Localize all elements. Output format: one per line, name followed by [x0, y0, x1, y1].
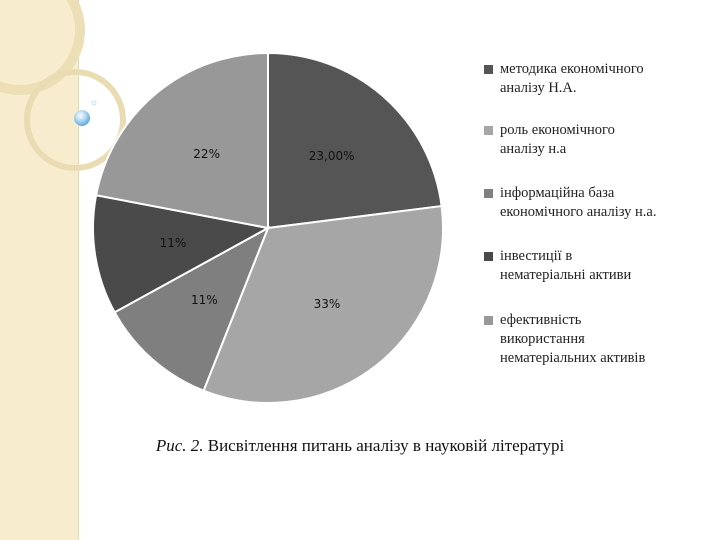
legend-label-line: інформаційна база — [500, 185, 615, 201]
slice-label-2: 11% — [191, 293, 218, 308]
legend-item-0 — [484, 60, 714, 98]
pie-slice-0 — [268, 53, 442, 228]
slice-label-0: 23,00% — [308, 148, 355, 163]
legend-label-line: методика економічного — [500, 61, 644, 77]
caption-prefix: Рис. 2. — [155, 436, 204, 455]
legend-label-line: нематеріальні активи — [500, 267, 632, 283]
slice-label-4: 22% — [193, 146, 220, 161]
legend-swatch — [484, 65, 493, 74]
legend-label-line: аналізу Н.А. — [500, 80, 577, 96]
legend-label-line: аналізу н.а — [500, 141, 567, 157]
legend-swatch — [484, 316, 493, 325]
legend-item-3 — [484, 247, 714, 285]
figure-caption — [0, 436, 720, 456]
legend-label-line: використання — [500, 331, 585, 347]
legend-swatch — [484, 252, 493, 261]
small-bubble-icon — [92, 101, 96, 105]
legend-label-line: роль економічного — [500, 122, 615, 138]
legend-label-line: економічного аналізу н.а. — [500, 204, 657, 220]
legend-swatch — [484, 126, 493, 135]
slice-label-1: 33% — [313, 297, 341, 312]
legend-item-2 — [484, 184, 714, 222]
legend-item-1 — [484, 121, 714, 159]
legend-swatch — [484, 189, 493, 198]
legend — [484, 60, 714, 368]
decorative-rings — [0, 0, 123, 168]
legend-item-4 — [484, 311, 714, 368]
caption-text: Висвітлення питань аналізу в науковій літературі — [203, 436, 565, 455]
legend-label-line: інвестиції в — [500, 248, 573, 264]
legend-label-line: ефективність — [500, 312, 582, 328]
bubble-icon — [74, 110, 90, 126]
slice-label-3: 11% — [159, 236, 187, 251]
legend-label-line: нематеріальних активів — [500, 350, 646, 366]
